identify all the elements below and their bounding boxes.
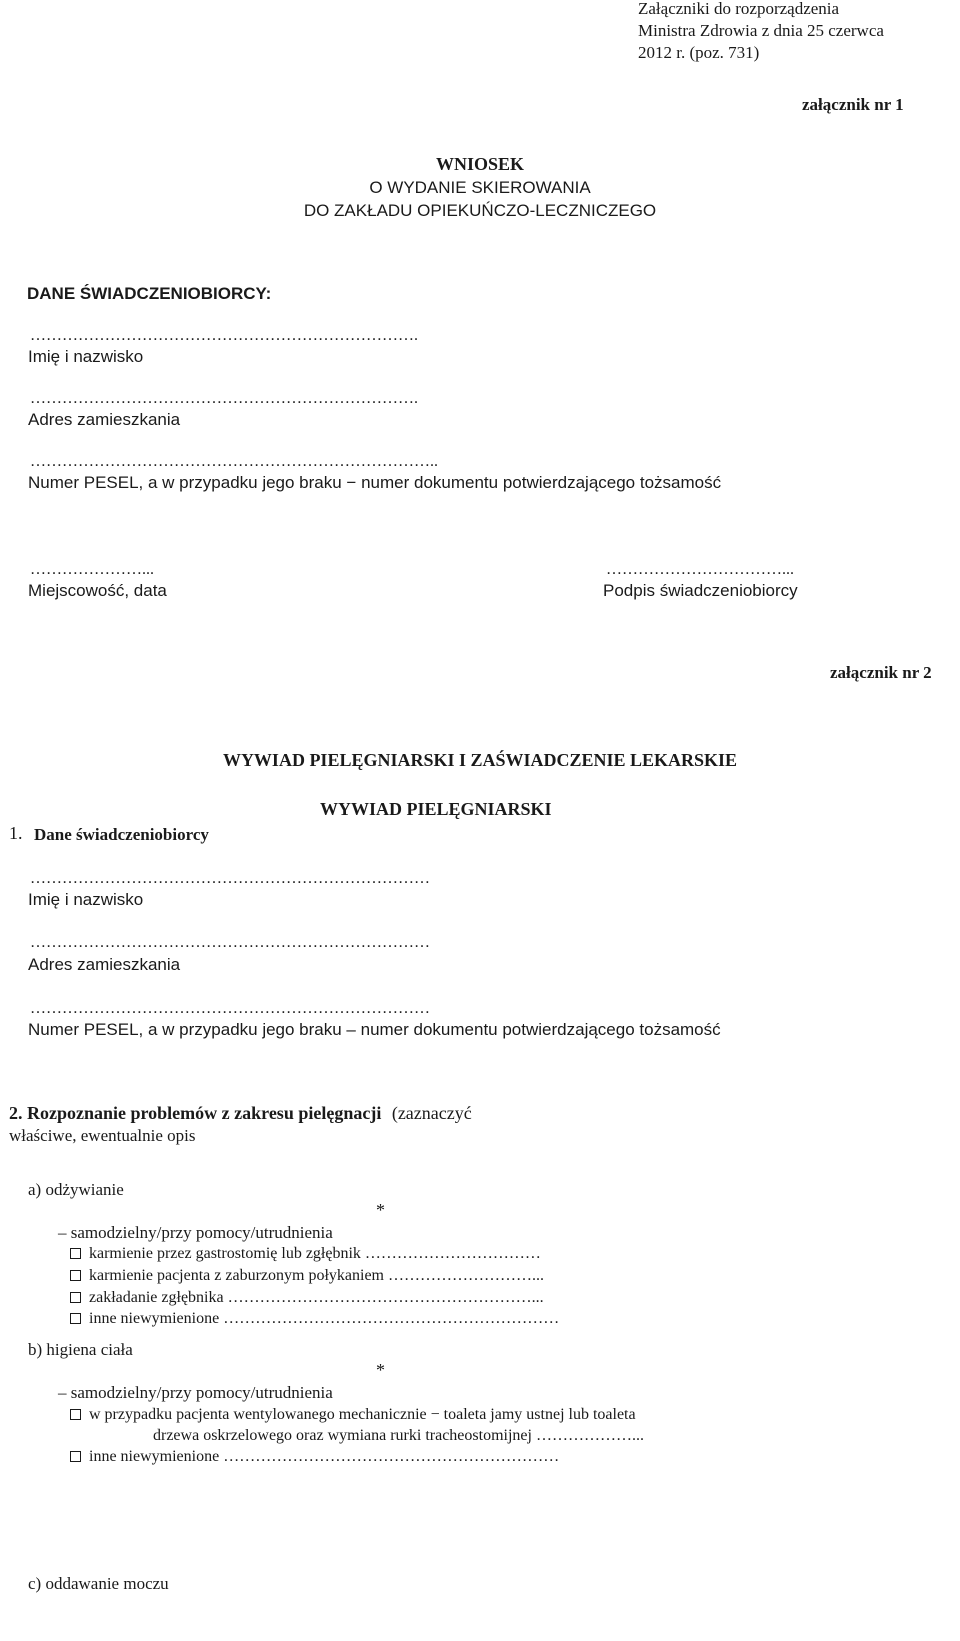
section-2-note: (zaznaczyć [391,1103,472,1123]
subsection-b-label: b) higiena ciała [28,1340,133,1359]
header-line-2: Ministra Zdrowia z dnia 25 czerwca [638,21,884,40]
wniosek-title-3: DO ZAKŁADU OPIEKUŃCZO-LECZNICZEGO [303,201,657,220]
checkbox[interactable] [70,1451,81,1462]
option-other-a[interactable] [70,1310,559,1328]
subsection-c-label: c) oddawanie moczu [28,1574,169,1593]
section-2-heading [9,1104,472,1124]
wniosek-title-2: O WYDANIE SKIEROWANIA [369,178,591,197]
subsection-a-mode: – samodzielny/przy pomocy/utrudnienia [58,1223,333,1242]
section-1-title: Dane świadczeniobiorcy [34,825,209,844]
attachment-2-label: załącznik nr 2 [830,663,932,682]
option-other-b[interactable] [70,1448,559,1466]
pesel-field-dots: ………………………………………………………………….. [30,453,438,470]
place-date-dots: …………………... [30,561,154,578]
subsection-b-mode: – samodzielny/przy pomocy/utrudnienia [58,1383,333,1402]
section-2-title: 2. Rozpoznanie problemów z zakresu pielęgnacji [9,1103,382,1123]
pesel-field-label: Numer PESEL, a w przypadku jego braku − numer dokumentu potwierdzającego tożsamość [28,473,722,492]
option-label: inne niewymienione ……………………………………………………… [89,1448,560,1465]
checkbox[interactable] [70,1409,81,1420]
option-label: zakładanie zgłębnika …………………………………………………... [89,1289,544,1306]
wywiad-subtitle: WYWIAD PIELĘGNIARSKI [320,799,552,819]
signature-dots: ……………………………... [606,561,794,578]
place-date-label: Miejscowość, data [28,581,167,600]
subsection-a-label: a) odżywianie [28,1180,124,1199]
wywiad-address-label: Adres zamieszkania [28,955,181,974]
wniosek-title: WNIOSEK [435,154,525,174]
checkbox[interactable] [70,1292,81,1303]
name-field-dots: ………………………………………………………………. [30,327,418,344]
address-field-dots: ………………………………………………………………. [30,390,418,407]
header-line-3: 2012 r. (poz. 731) [638,43,760,62]
checkbox[interactable] [70,1248,81,1259]
option-label: karmienie pacjenta z zaburzonym połykaniem ………………………... [89,1267,544,1284]
wywiad-address-dots: ………………………………………………………………… [30,934,430,951]
option-ventilated-hygiene[interactable] [70,1406,636,1424]
address-field-label: Adres zamieszkania [28,410,181,429]
signature-label: Podpis świadczeniobiorcy [603,581,798,600]
section-1-number: 1. [9,823,23,843]
option-label: inne niewymienione ……………………………………………………… [89,1310,560,1327]
subsection-b-asterisk: * [376,1360,385,1380]
attachment-1-label: załącznik nr 1 [802,95,904,114]
subsection-a-asterisk: * [376,1200,385,1220]
option-gastrostomy[interactable] [70,1245,541,1263]
wywiad-name-label: Imię i nazwisko [28,890,144,909]
wywiad-pesel-label: Numer PESEL, a w przypadku jego braku – numer dokumentu potwierdzającego tożsamość [28,1020,721,1039]
option-label: w przypadku pacjenta wentylowanego mechanicznie − toaleta jamy ustnej lub toaleta [89,1406,636,1423]
header-line-1: Załączniki do rozporządzenia [638,0,840,18]
option-dysphagia[interactable] [70,1267,544,1285]
checkbox[interactable] [70,1313,81,1324]
wywiad-main-title: WYWIAD PIELĘGNIARSKI I ZAŚWIADCZENIE LEKARSKIE [222,750,738,770]
wywiad-pesel-dots: ………………………………………………………………… [30,1000,430,1017]
option-label: karmienie przez gastrostomię lub zgłębnik …………………………… [89,1245,541,1262]
wywiad-name-dots: ………………………………………………………………… [30,870,430,887]
section-heading: DANE ŚWIADCZENIOBIORCY: [27,284,272,303]
checkbox[interactable] [70,1270,81,1281]
option-ventilated-hygiene-cont: drzewa oskrzelowego oraz wymiana rurki tracheostomijnej ………………... [153,1427,644,1444]
name-field-label: Imię i nazwisko [28,347,144,366]
section-2-note-2: właściwe, ewentualnie opis [9,1126,196,1145]
option-tube-insertion[interactable] [70,1289,544,1307]
